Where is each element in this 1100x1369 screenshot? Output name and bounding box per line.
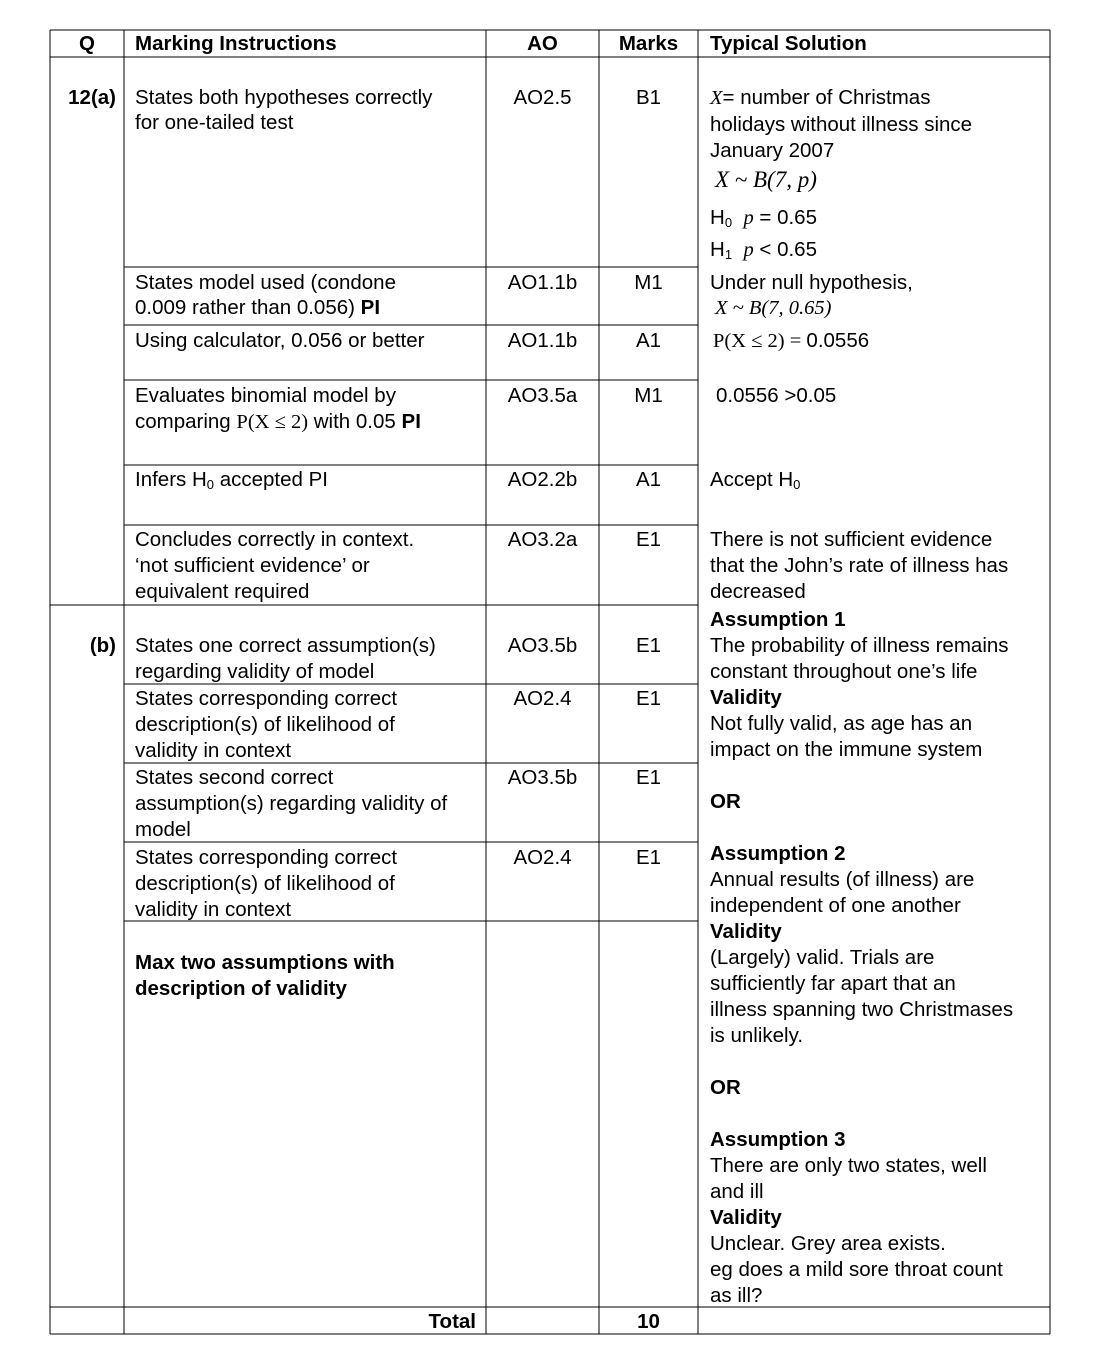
ao-code: AO3.5b	[507, 766, 578, 789]
solution-line: independent of one another	[710, 894, 961, 917]
assumption-1-title: Assumption 1	[710, 608, 846, 631]
ao-code: AO2.4	[513, 687, 572, 710]
ao-code: AO3.2a	[507, 528, 578, 551]
ao-code: AO2.4	[513, 846, 572, 869]
ao-code: AO1.1b	[507, 271, 578, 294]
solution-line: and ill	[710, 1180, 764, 1203]
probability-result: P(X ≤ 2) = 0.0556	[713, 329, 870, 352]
instruction-line: for one-tailed test	[135, 111, 294, 134]
validity-3-title: Validity	[710, 1206, 782, 1229]
solution-line: Unclear. Grey area exists.	[710, 1232, 946, 1255]
solution-line: Annual results (of illness) are	[710, 868, 975, 891]
null-hypothesis: $H_0$ p = 0.65	[710, 206, 817, 230]
instruction-line: States both hypotheses correctly	[135, 86, 433, 109]
solution-line: eg does a mild sore throat count	[710, 1258, 1003, 1281]
marks-code: B1	[635, 86, 662, 109]
ao-code: AO2.5	[513, 86, 572, 109]
solution-line: X= number of Christmas	[710, 86, 931, 109]
marks-code: A1	[635, 468, 662, 491]
note-line: description of validity	[135, 977, 347, 1000]
solution-line: constant throughout one’s life	[710, 660, 978, 683]
or-separator: OR	[710, 1076, 741, 1099]
marks-code: M1	[634, 384, 663, 407]
distribution-expression: X ~ B(7, p)	[715, 167, 817, 192]
null-distribution: X ~ B(7, 0.65)	[715, 297, 832, 319]
alternative-hypothesis: $H_1$ p < 0.65	[710, 238, 817, 262]
pi-label: PI	[401, 410, 421, 433]
instruction-line: validity in context	[135, 898, 292, 921]
instruction-line: assumption(s) regarding validity of	[135, 792, 448, 815]
solution-line: is unlikely.	[710, 1024, 804, 1047]
solution-line: Under null hypothesis,	[710, 271, 913, 294]
validity-1-title: Validity	[710, 686, 782, 709]
marks-code: M1	[634, 271, 663, 294]
marks-code: E1	[635, 687, 662, 710]
instruction-line: States corresponding correct	[135, 846, 398, 869]
header-ao: AO	[527, 32, 558, 55]
instruction-line: ‘not sufficient evidence’ or	[135, 554, 370, 577]
solution-line: sufficiently far apart that an	[710, 972, 956, 995]
header-typical-solution: Typical Solution	[710, 32, 867, 55]
solution-line: impact on the immune system	[710, 738, 983, 761]
instruction-line: description(s) of likelihood of	[135, 713, 395, 736]
or-separator: OR	[710, 790, 741, 813]
conclusion-line: There is not sufficient evidence	[710, 528, 993, 551]
solution-line: holidays without illness since	[710, 113, 973, 136]
instruction-line: comparing P(X ≤ 2) with 0.05 PI	[135, 410, 421, 433]
validity-2-title: Validity	[710, 920, 782, 943]
probability-expression: P(X ≤ 2)	[236, 411, 309, 433]
solution-line: The probability of illness remains	[710, 634, 1009, 657]
total-marks: 10	[637, 1310, 660, 1333]
solution-line: There are only two states, well	[710, 1154, 987, 1177]
marks-code: E1	[635, 528, 662, 551]
solution-line: illness spanning two Christmases	[710, 998, 1014, 1021]
marks-code: E1	[635, 634, 662, 657]
instruction-line: 0.009 rather than 0.056) PI	[135, 296, 381, 319]
solution-line: as ill?	[710, 1284, 763, 1307]
ao-code: AO3.5a	[507, 384, 578, 407]
conclusion-line: that the John’s rate of illness has	[710, 554, 1009, 577]
total-label: Total	[428, 1310, 476, 1333]
instruction-line: Concludes correctly in context.	[135, 528, 415, 551]
instruction-line: model	[135, 818, 191, 841]
instruction-line: Using calculator, 0.056 or better	[135, 329, 425, 352]
instruction-line: validity in context	[135, 739, 292, 762]
comparison: 0.0556 >0.05	[716, 384, 837, 407]
accept-h0: Accept $H_0$	[710, 468, 801, 492]
pi-label: PI	[360, 296, 381, 319]
solution-line: January 2007	[710, 139, 835, 162]
instruction-line: Infers $H_0$ accepted PI	[135, 468, 328, 492]
instruction-line: States second correct	[135, 766, 334, 789]
marks-code: E1	[635, 766, 662, 789]
instruction-line: States model used (condone	[135, 271, 396, 294]
solution-line: Not fully valid, as age has an	[710, 712, 973, 735]
ao-code: AO2.2b	[507, 468, 578, 491]
note-line: Max two assumptions with	[135, 951, 395, 974]
solution-line: (Largely) valid. Trials are	[710, 946, 935, 969]
marks-code: A1	[635, 329, 662, 352]
question-number-b: (b)	[89, 634, 116, 657]
ao-code: AO3.5b	[507, 634, 578, 657]
instruction-line: Evaluates binomial model by	[135, 384, 396, 407]
instruction-line: States corresponding correct	[135, 687, 398, 710]
question-number-12a: 12(a)	[68, 86, 116, 109]
ao-code: AO1.1b	[507, 329, 578, 352]
conclusion-line: decreased	[710, 580, 806, 603]
instruction-line: States one correct assumption(s)	[135, 634, 436, 657]
marks-code: E1	[635, 846, 662, 869]
instruction-line: equivalent required	[135, 580, 310, 603]
assumption-3-title: Assumption 3	[710, 1128, 846, 1151]
instruction-line: description(s) of likelihood of	[135, 872, 395, 895]
header-marks: Marks	[618, 32, 679, 55]
header-q: Q	[79, 32, 95, 55]
assumption-2-title: Assumption 2	[710, 842, 846, 865]
instruction-line: regarding validity of model	[135, 660, 375, 683]
header-marking-instructions: Marking Instructions	[135, 32, 337, 55]
